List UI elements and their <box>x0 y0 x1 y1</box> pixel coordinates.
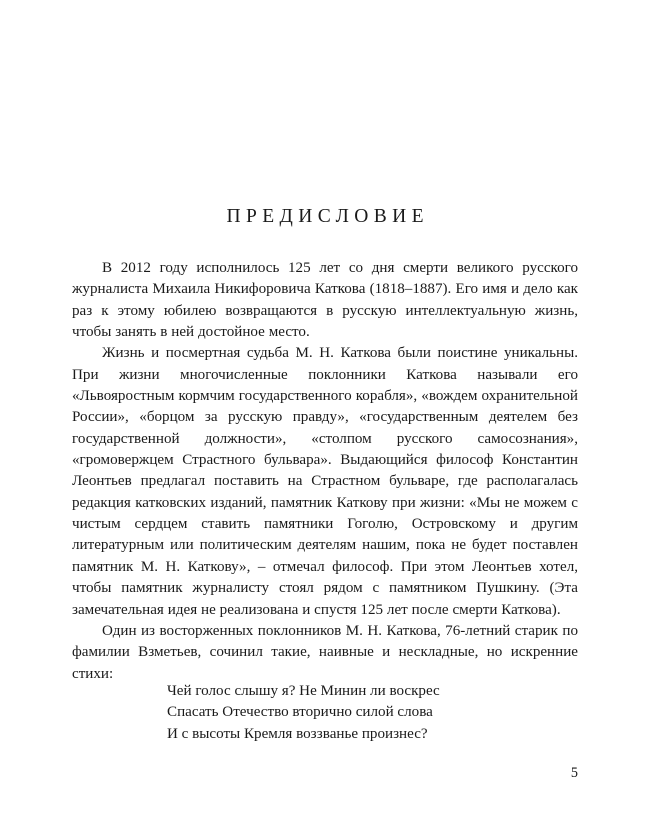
verse-block <box>167 681 547 745</box>
verse-line: И с высоты Кремля воззванье произнес? <box>167 725 428 742</box>
paragraph: В 2012 году исполнилось 125 лет со дня смерти великого русского журналиста Михаила Никифоровича Каткова (1818–1887). Его имя и дело как раз к этому юбилею возвращаются в русскую интеллектуальную жизнь, чтобы занять в ней достойное место. <box>72 260 578 341</box>
page-title: ПРЕДИСЛОВИЕ <box>226 206 429 228</box>
paragraph: Один из восторженных поклонников М. Н. Каткова, 76-летний старик по фамилии Взметьев, сочинил такие, наивные и нескладные, но искренние стихи: <box>72 622 578 682</box>
body-text-block <box>72 258 578 685</box>
verse-line: Чей голос слышу я? Не Минин ли воскрес <box>167 683 440 699</box>
page-number: 5 <box>570 765 578 781</box>
verse-line: Спасать Отечество вторично силой слова <box>167 704 433 721</box>
paragraph: Жизнь и посмертная судьба М. Н. Каткова были поистине уникальны. При жизни многочисленные поклонники Каткова называли его «Львояростным кормчим государственного корабля», «вождем охранительной России», «борцом за русскую правду», «государственным деятелем без государственной должности», «столпом русского самосознания», «громовержцем Страстного бульвара». Выдающийся философ Константин Леонтьев предлагал поставить на Страстном бульваре, где располагалась редакция катковских изданий, памятник Каткову при жизни: «Мы не можем с чистым сердцем ставить памятники Гоголю, Островскому и другим литературным или политическим деятелям нашим, пока не будет поставлен памятник М. Н. Каткову», – отмечал философ. При этом Леонтьев хотел, чтобы памятник журналисту стоял рядом с памятником Пушкину. (Эта замечательная идея не реализована и спустя 125 лет после смерти Каткова). <box>72 345 578 618</box>
